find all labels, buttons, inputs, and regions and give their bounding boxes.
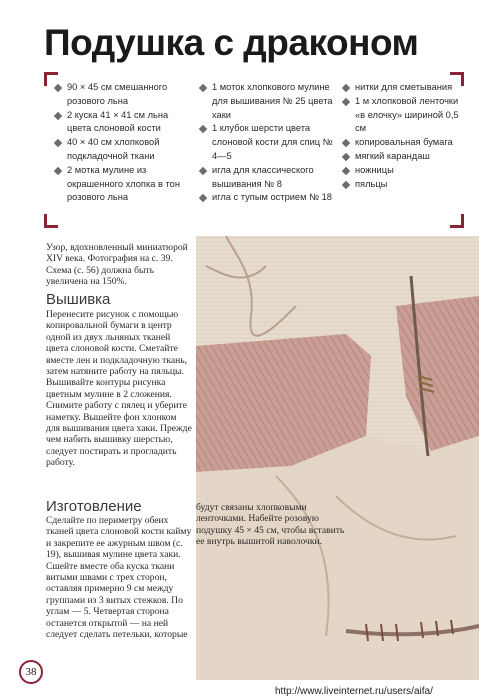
material-item: 1 м хлопковой ленточки «в елочку» шириной 0,5 см bbox=[342, 95, 464, 136]
materials-box bbox=[44, 72, 464, 228]
material-item: 2 куска 41 × 41 см льна цвета слоновой кости bbox=[54, 109, 194, 137]
material-item: игла для классического вышивания № 8 bbox=[199, 164, 337, 192]
material-item: 40 × 40 см хлопковой подкладочной ткани bbox=[54, 136, 194, 164]
making-text-continuation: будут связаны хлопковыми ленточками. Набейте розовую подушку 45 × 45 см, чтобы вставить ее внутрь вышитой наволочки. bbox=[196, 502, 345, 548]
materials-column-3 bbox=[342, 81, 464, 191]
material-item: мягкий карандаш bbox=[342, 150, 464, 164]
materials-column-1 bbox=[54, 81, 194, 205]
page-title: Подушка с драконом bbox=[44, 22, 419, 63]
embroidery-heading: Вышивка bbox=[46, 291, 111, 308]
material-item: пяльцы bbox=[342, 178, 464, 192]
material-item: 1 моток хлопкового мулине для вышивания № 25 цвета хаки bbox=[199, 81, 337, 122]
intro-text: Узор, вдохновленный миниатюрой XIV века. Фотография на с. 39. Схема (с. 56) должна быть увеличена на 150%. bbox=[46, 242, 188, 288]
making-text: Сделайте по периметру обеих тканей цвета слоновой кости кайму и закрепите ее ажурным швом (с. 19), вышивая мулине цвета хаки. Сшейте вместе оба куска ткани витыми швами с трех сторон, оставляя примерно 9 см между группами из 3 витых стежков. По углам — 5. Четвертая сторона останется открытой — на ней следует сделать петельки, которые bbox=[46, 515, 192, 641]
material-item: нитки для сметывания bbox=[342, 81, 464, 95]
material-item: игла с тупым острием № 18 bbox=[199, 191, 337, 205]
material-item: 2 мотка мулине из окрашенного хлопка в тон розового льна bbox=[54, 164, 194, 205]
material-item: копировальная бумага bbox=[342, 136, 464, 150]
page-number: 38 bbox=[19, 660, 43, 684]
frame-corner bbox=[44, 214, 58, 228]
material-item: 1 клубок шерсти цвета слоновой кости для спиц № 4—5 bbox=[199, 122, 337, 163]
source-url[interactable]: http://www.liveinternet.ru/users/aifa/ bbox=[275, 686, 433, 697]
making-heading: Изготовление bbox=[46, 498, 142, 515]
frame-corner bbox=[450, 214, 464, 228]
embroidery-text: Перенесите рисунок с помощью копировальной бумаги в центр одной из двух льняных тканей цвета слоновой кости. Сметайте вместе лен и подкладочную ткань, затем натяните работу на пяльцы. Вышивайте контуры рисунка цветным мулине в 2 сложения. Снимите работу с пялец и уберите наметку. Вышейте фон хлонком для вышивания цвета хаки. Прежде чем набить вышивку шерстью, следует постирать и прогладить работу. bbox=[46, 309, 192, 469]
materials-column-2 bbox=[199, 81, 337, 205]
pillow-photo bbox=[196, 236, 479, 680]
material-item: ножницы bbox=[342, 164, 464, 178]
material-item: 90 × 45 см смешанного розового льна bbox=[54, 81, 194, 109]
